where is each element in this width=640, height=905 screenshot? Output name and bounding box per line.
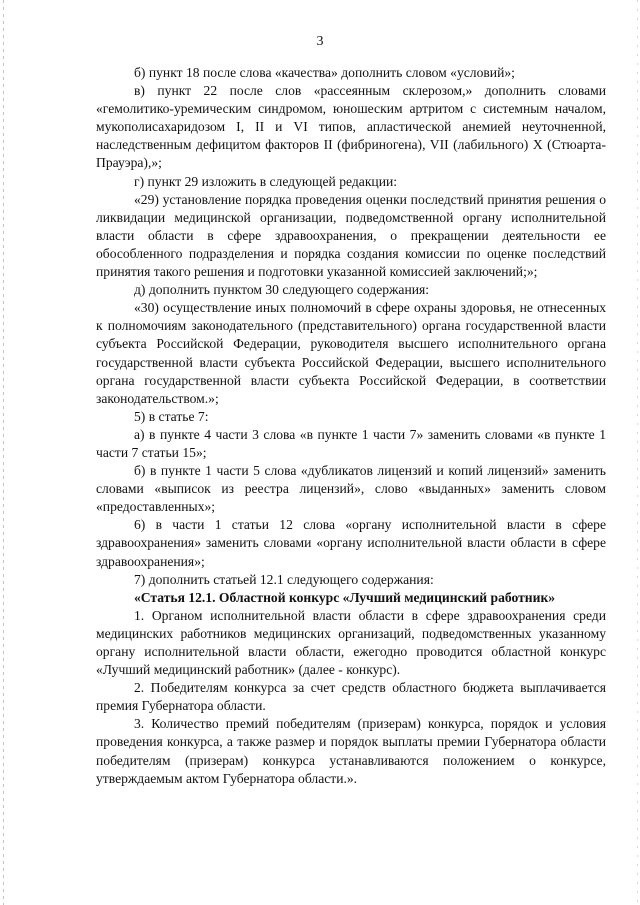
paragraph: «30) осуществление иных полномочий в сфере охраны здоровья, не отнесенных к полномочиям законодательного (представительного) органа государственной власти субъекта Российской Федерации, руководителя высшего исполнительного органа государственной власти субъекта Российской Федерации, высшего исполнительного органа государственной власти субъекта Российской Федерации, в соответствии законодательством.»;: [96, 300, 606, 406]
scan-edge-left: [3, 0, 4, 905]
document-body: [96, 64, 606, 788]
paragraph: 6) в части 1 статьи 12 слова «органу исполнительной власти в сфере здравоохранения» заменить словами «органу исполнительной власти области в сфере здравоохранения»;: [96, 517, 606, 569]
paragraph: 3. Количество премий победителям (призерам) конкурса, порядок и условия проведения конкурса, а также размер и порядок выплаты премии Губернатора области победителям (призерам) конкурса устанавливаются положением о конкурсе, утверждаемым актом Губернатора области.».: [96, 716, 606, 786]
paragraph: б) в пункте 1 части 5 слова «дубликатов лицензий и копий лицензий» заменить словами «выписок из реестра лицензий», слово «выданных» заменить словом «предоставленных»;: [96, 463, 606, 515]
article-heading: «Статья 12.1. Областной конкурс «Лучший медицинский работник»: [134, 589, 556, 605]
paragraph: д) дополнить пунктом 30 следующего содержания:: [134, 282, 430, 298]
paragraph: б) пункт 18 после слова «качества» дополнить словом «условий»;: [134, 65, 515, 80]
paragraph: г) пункт 29 изложить в следующей редакции:: [134, 173, 398, 189]
paragraph: 1. Органом исполнительной власти области в сфере здравоохранения среди медицинских работников медицинских организаций, подведомственных указанному органу исполнительной власти области, ежегодно проводится областной конкурс «Лучший медицинский работник» (далее - конкурс).: [96, 607, 606, 678]
paragraph: а) в пункте 4 части 3 слова «в пункте 1 части 7» заменить словами «в пункте 1 части 7 статьи 15»;: [96, 426, 606, 460]
scan-edge-right: [637, 0, 638, 905]
paragraph: «29) установление порядка проведения оценки последствий принятия решения о ликвидации медицинской организации, подведомственной органу исполнительной власти области в сфере здравоохранения, о прекращении деятельности ее обособленного подразделения и порядка создания комиссии по оценке последствий принятия такого решения и подготовки указанной комиссией заключений;»;: [96, 191, 606, 280]
paragraph: в) пункт 22 после слов «рассеянным склерозом,» дополнить словами «гемолитико-уремическим синдромом, юношеским артритом с системным началом, мукополисахаридозом I, II и VI типов, апластической анемией неуточненной, наследственным дефицитом факторов II (фибриногена), VII (лабильного) X (Стюарта-Прауэра),»;: [96, 83, 606, 171]
paragraph: 7) дополнить статьей 12.1 следующего содержания:: [134, 571, 434, 587]
paragraph: 5) в статье 7:: [134, 408, 209, 424]
page-number: 3: [316, 34, 324, 49]
paragraph: 2. Победителям конкурса за счет средств областного бюджета выплачивается премия Губернатора области.: [96, 680, 606, 714]
